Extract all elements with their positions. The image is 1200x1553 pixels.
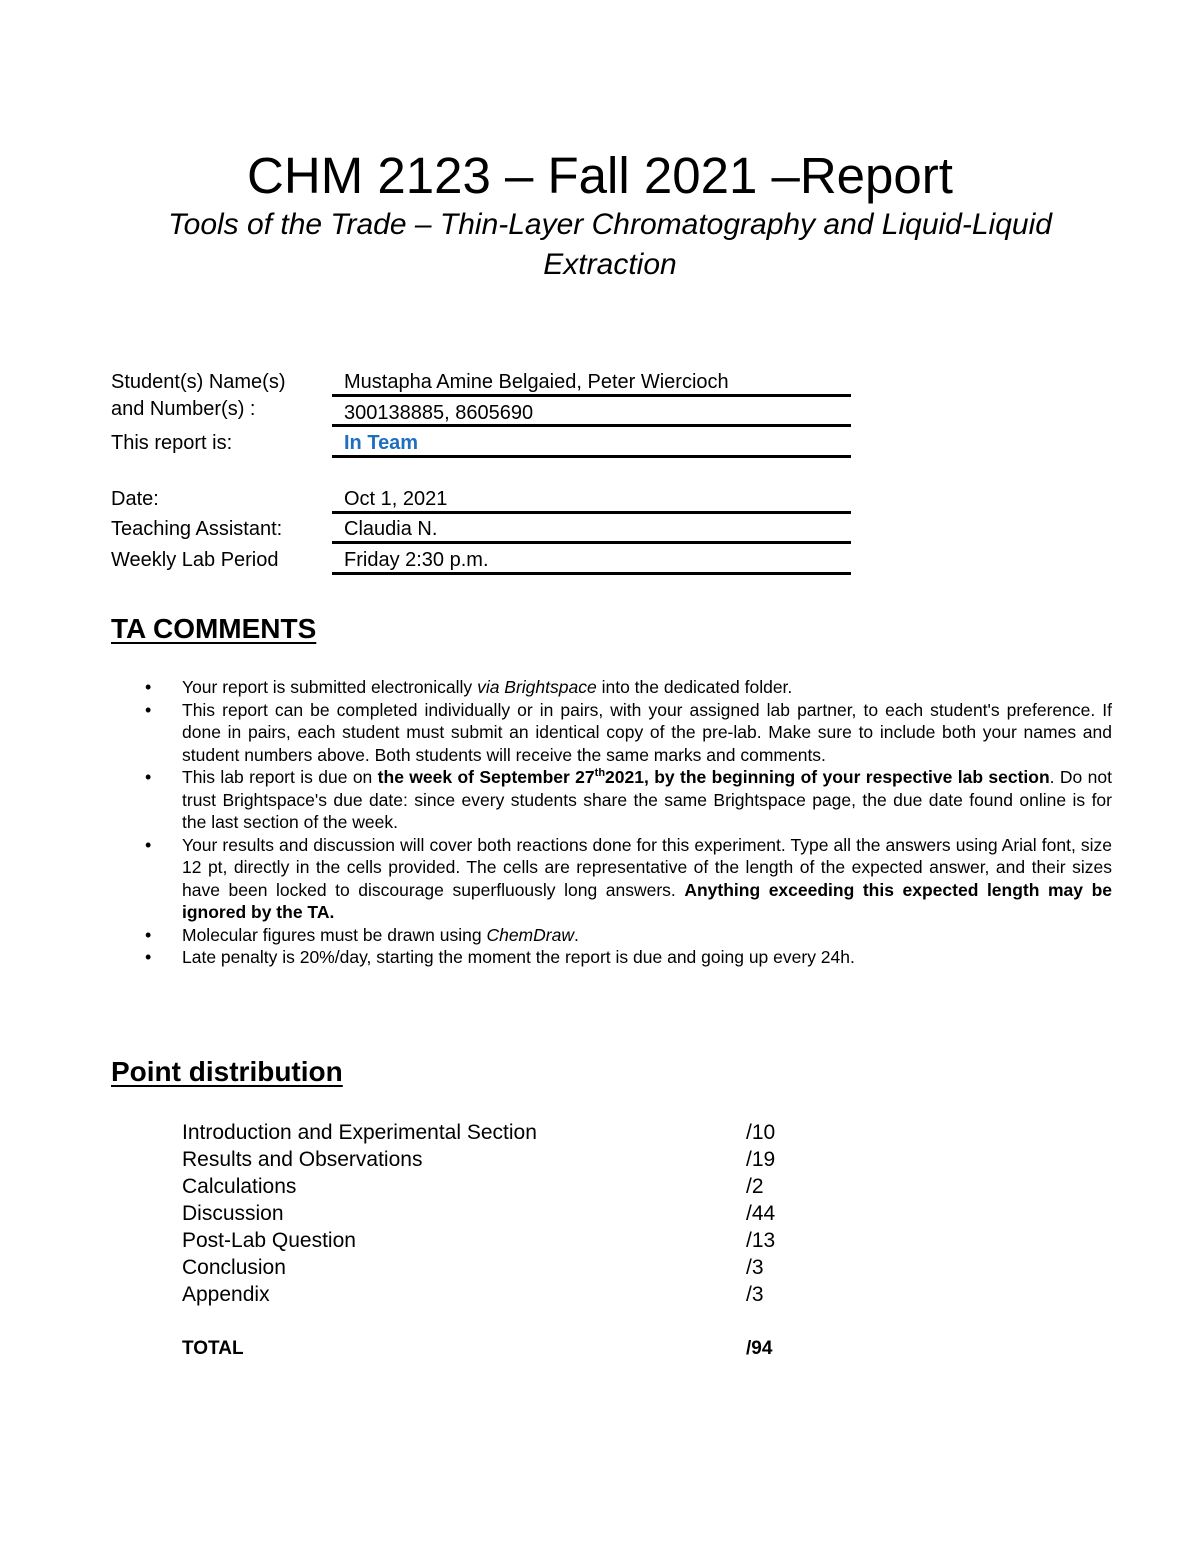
points-label-discussion: Discussion — [182, 1202, 284, 1225]
points-value-calculations: /2 — [746, 1175, 764, 1198]
list-item: • Late penalty is 20%/day, starting the moment the report is due and going up every 24h. — [145, 947, 855, 967]
bullet-icon: • — [145, 924, 152, 945]
list-item: • Your report is submitted electronically via Brightspace into the dedicated folder. — [145, 677, 793, 697]
student-names-field[interactable]: Mustapha Amine Belgaied, Peter Wiercioch — [344, 371, 729, 393]
list-item: • Your results and discussion will cover both reactions done for this experiment. Type all the answers using Arial font, size 12 pt, directly in the cells provided. The cells are representative of the length of the expected answer, and their sizes have been locked to discourage superfluously long answers. Anything exceeding this expected length may be ignored by the TA. — [145, 834, 1112, 922]
ta-field[interactable]: Claudia N. — [344, 518, 438, 540]
document-title: CHM 2123 – Fall 2021 –Report — [247, 147, 953, 204]
student-numbers-underline — [332, 424, 851, 427]
list-item: • Molecular figures must be drawn using ChemDraw. — [145, 924, 579, 945]
points-value-conclusion: /3 — [746, 1256, 764, 1279]
report-type-field[interactable]: In Team — [344, 432, 419, 454]
document-subtitle — [110, 205, 1110, 285]
points-value-total: /94 — [746, 1338, 773, 1359]
points-label-calculations: Calculations — [182, 1175, 297, 1198]
date-field[interactable]: Oct 1, 2021 — [344, 488, 448, 510]
point-distribution-heading: Point distribution — [111, 1056, 343, 1087]
ta-comments-list — [145, 676, 1112, 969]
student-numbers-field[interactable]: 300138885, 8605690 — [344, 402, 534, 424]
points-label-appendix: Appendix — [182, 1283, 270, 1306]
period-underline — [332, 572, 851, 575]
points-value-discussion: /44 — [746, 1202, 776, 1225]
bullet-icon: • — [145, 834, 152, 855]
points-value-appendix: /3 — [746, 1283, 764, 1306]
student-names-underline — [332, 394, 851, 397]
points-value-post-lab: /13 — [746, 1229, 776, 1252]
ta-underline — [332, 541, 851, 544]
ta-label: Teaching Assistant: — [111, 518, 283, 540]
students-label-2: and Number(s) : — [111, 398, 256, 420]
bullet-icon: • — [145, 677, 152, 697]
subtitle-line-2: Extraction — [543, 248, 677, 281]
list-item: • This lab report is due on the week of September 27th2021, by the beginning of your respective lab section. Do not trust Brightspace's due date: since every students share the same Brightspace page, the due date found online is for the last section of the week. — [145, 767, 1112, 832]
bullet-icon: • — [145, 767, 152, 787]
date-underline — [332, 511, 851, 514]
period-label: Weekly Lab Period — [111, 549, 279, 571]
points-value-introduction: /10 — [746, 1121, 776, 1144]
points-value-results: /19 — [746, 1148, 776, 1171]
ta-comments-heading: TA COMMENTS — [111, 613, 317, 644]
period-field[interactable]: Friday 2:30 p.m. — [344, 549, 489, 571]
report-type-underline — [332, 455, 851, 458]
list-item: • This report can be completed individually or in pairs, with your assigned lab partner, to each student's preference. If done in pairs, each student must submit an identical copy of the pre-lab. Make sure to include both your names and student numbers above. Both students will receive the same marks and comments. — [145, 699, 1112, 765]
bullet-icon: • — [145, 699, 152, 720]
report-type-label: This report is: — [111, 432, 233, 454]
points-label-conclusion: Conclusion — [182, 1256, 286, 1279]
date-label: Date: — [111, 488, 159, 510]
points-label-results: Results and Observations — [182, 1148, 423, 1171]
points-label-total: TOTAL — [182, 1338, 244, 1359]
points-label-introduction: Introduction and Experimental Section — [182, 1121, 537, 1144]
students-label-1: Student(s) Name(s) — [111, 371, 286, 393]
points-label-post-lab: Post-Lab Question — [182, 1229, 356, 1252]
subtitle-line-1: Tools of the Trade – Thin-Layer Chromatography and Liquid-Liquid — [168, 208, 1052, 241]
bullet-icon: • — [145, 947, 152, 967]
